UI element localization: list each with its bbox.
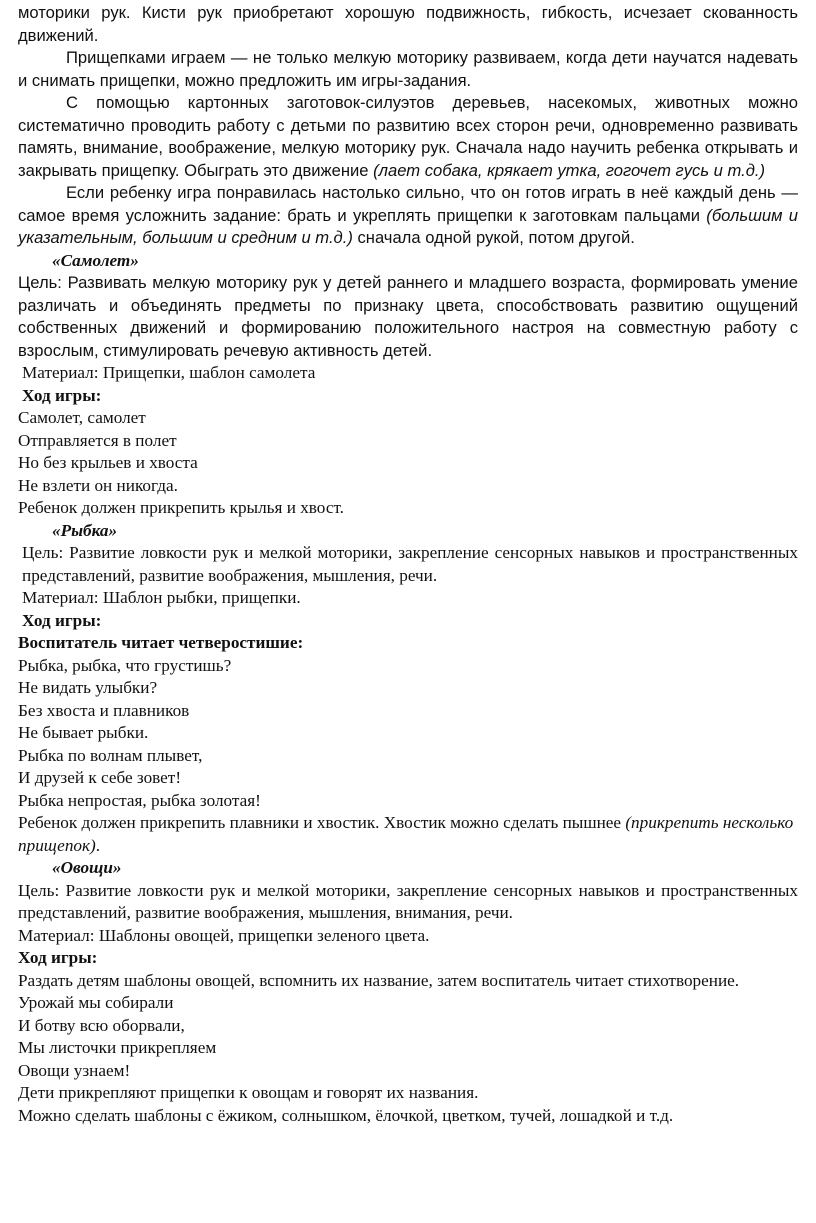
paragraph-complicate <box>18 182 798 250</box>
poem-line: Отправляется в полет <box>18 430 177 450</box>
poem-line: Ребенок должен прикрепить крылья и хвост. <box>18 498 344 517</box>
poem-line: Но без крыльев и хвоста <box>18 453 198 472</box>
poem-line: Самолет, самолет <box>18 408 146 427</box>
poem-line: Дети прикрепляют прищепки к овощам и говорят их названия. <box>18 1083 479 1102</box>
game-course-airplane: Ход игры: <box>22 385 102 405</box>
poem-line: И ботву всю оборвали, <box>18 1015 185 1035</box>
paragraph-complicate-text: Если ребенку игра понравилась настолько сильно, что он готов играть в неё каждый день — самое время усложнить задание: брать и укреплять прищепки к заготовкам пальцами <box>18 183 798 225</box>
game-intro-vegetables: Раздать детям шаблоны овощей, вспомнить их название, затем воспитатель читает стихотворение. <box>18 970 740 990</box>
game-final-fish <box>18 812 798 857</box>
poem-line: Рыбка по волнам плывет, <box>18 745 203 765</box>
poem-line: Рыбка непростая, рыбка золотая! <box>18 790 261 810</box>
poem-line: Без хвоста и плавников <box>18 700 190 720</box>
paragraph-intro-end: моторики рук. Кисти рук приобретают хорошую подвижность, гибкость, исчезает скованность движений. <box>18 3 798 45</box>
game-goal-airplane: Цель: Развивать мелкую моторику рук у детей раннего и младшего возраста, формировать умение различать и объединять предметы по признаку цвета, способствовать развитию ощущений собственных движений и формированию положительного настроя на совместную работу с взрослым, стимулировать речевую активность детей. <box>18 273 798 360</box>
game-title-airplane: «Самолет» <box>52 250 139 270</box>
poem-line: И друзей к себе зовет! <box>18 768 182 787</box>
game-title-fish: «Рыбка» <box>52 520 118 540</box>
game-material-vegetables: Материал: Шаблоны овощей, прищепки зеленого цвета. <box>18 925 430 945</box>
poem-line: Урожай мы собирали <box>18 993 174 1012</box>
poem-line: Можно сделать шаблоны с ёжиком, солнышком, ёлочкой, цветком, тучей, лошадкой и т.д. <box>18 1105 674 1125</box>
poem-line: Не взлети он никогда. <box>18 475 178 495</box>
game-final-fish-italic: (прикрепить несколько прищепок) <box>18 813 794 855</box>
paragraph-cardboard-italic: (лает собака, крякает утка, гогочет гусь и т.д.) <box>373 160 766 180</box>
game-goal-vegetables: Цель: Развитие ловкости рук и мелкой моторики, закрепление сенсорных навыков и пространственных представлений, развитие воображения, мышления, внимания, речи. <box>18 880 798 922</box>
poem-line: Не видать улыбки? <box>18 678 158 697</box>
game-course-fish: Ход игры: <box>22 610 102 630</box>
game-material-fish: Материал: Шаблон рыбки, прищепки. <box>22 588 301 607</box>
game-title-vegetables: «Овощи» <box>52 858 122 877</box>
poem-line: Рыбка, рыбка, что грустишь? <box>18 655 232 675</box>
game-goal-fish: Цель: Развитие ловкости рук и мелкой моторики, закрепление сенсорных навыков и пространственных представлений, развитие воображения, мышления, речи. <box>22 543 798 585</box>
game-final-fish-text: Ребенок должен прикрепить плавники и хвостик. Хвостик можно сделать пышнее <box>18 813 626 832</box>
paragraph-complicate-end: сначала одной рукой, потом другой. <box>352 228 635 247</box>
teacher-reads-label: Воспитатель читает четверостишие: <box>18 633 304 652</box>
paragraph-cardboard-text: С помощью картонных заготовок-силуэтов деревьев, насекомых, животных можно систематично проводить работу с детьми по развитию всех сторон речи, одновременно развивать память, внимание, воображение, мелкую моторику рук. Сначала надо научить ребенка открывать и закрывать прищепку. Обыграть это движение <box>18 93 798 180</box>
poem-line: Не бывает рыбки. <box>18 723 149 742</box>
paragraph-cardboard <box>18 92 798 182</box>
poem-line: Овощи узнаем! <box>18 1060 131 1080</box>
game-course-vegetables: Ход игры: <box>18 948 98 967</box>
paragraph-clothespins: Прищепками играем — не только мелкую моторику развиваем, когда дети научатся надевать и снимать прищепки, можно предложить им игры-задания. <box>18 48 798 90</box>
game-material-airplane: Материал: Прищепки, шаблон самолета <box>22 363 316 382</box>
game-final-fish-end: . <box>95 835 101 855</box>
paragraph-complicate-italic: (большим и указательным, большим и средним и т.д.) <box>18 205 798 247</box>
poem-line: Мы листочки прикрепляем <box>18 1038 217 1057</box>
